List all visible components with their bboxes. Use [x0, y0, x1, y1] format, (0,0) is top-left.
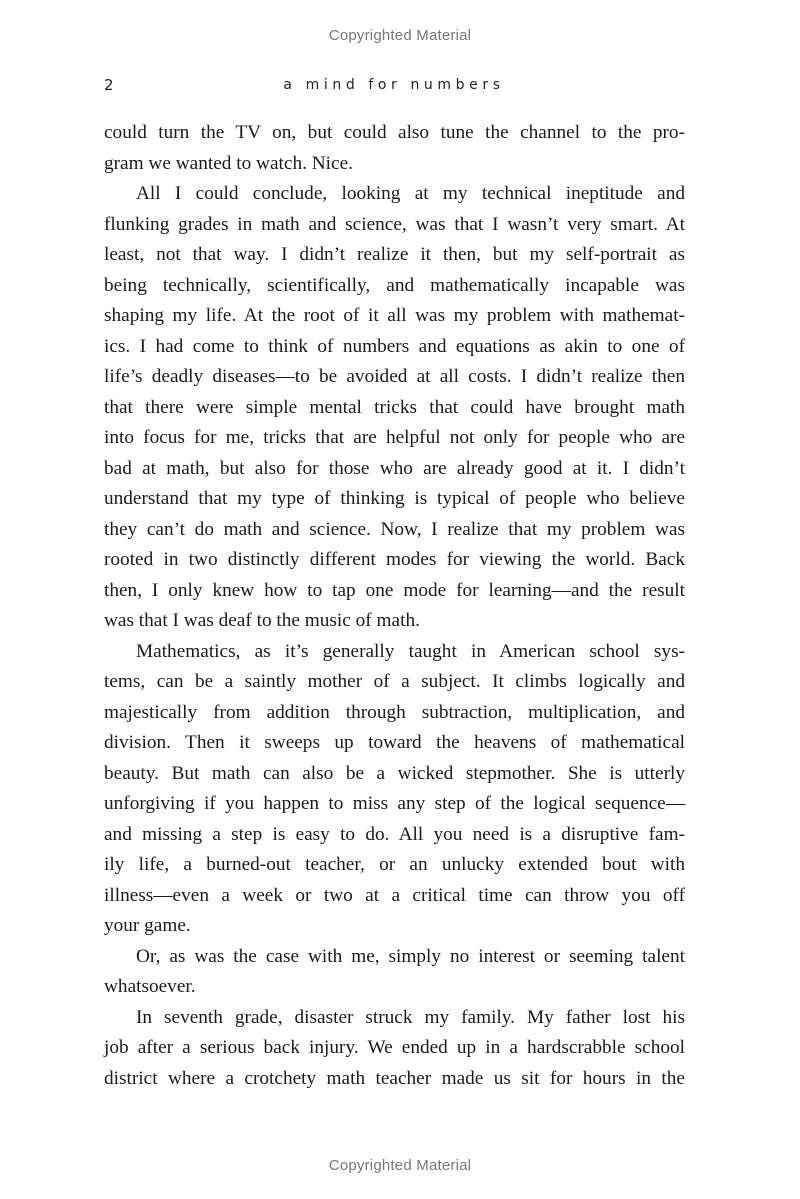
text-line: Or, as was the case with me, simply no interest or seeming talent	[136, 945, 685, 967]
text-line: could turn the TV on, but could also tune the channel to the pro-	[104, 122, 685, 143]
text-line: least, not that way. I didn’t realize it then, but my self-portrait as	[104, 244, 685, 265]
text-line: unforgiving if you happen to miss any step of the logical sequence—	[104, 793, 685, 814]
text-line: job after a serious back injury. We ended up in a hardscrabble school	[104, 1037, 685, 1058]
text-line: was that I was deaf to the music of math.	[104, 610, 420, 631]
text-line: In seventh grade, disaster struck my family. My father lost his	[136, 1006, 685, 1028]
text-line: into focus for me, tricks that are helpful not only for people who are	[104, 427, 685, 448]
text-line: and missing a step is easy to do. All you need is a disruptive fam-	[104, 823, 685, 845]
body-text	[104, 118, 685, 1094]
text-line: beauty. But math can also be a wicked stepmother. She is utterly	[104, 762, 685, 784]
text-line: illness—even a week or two at a critical time can throw you off	[104, 884, 685, 906]
text-line: understand that my type of thinking is typical of people who believe	[104, 488, 685, 509]
text-line: then, I only knew how to tap one mode for learning—and the result	[104, 579, 685, 601]
paragraph	[104, 637, 685, 942]
paragraph	[104, 1003, 685, 1095]
text-line: majestically from addition through subtraction, multiplication, and	[104, 701, 685, 723]
text-line: that there were simple mental tricks that could have brought math	[104, 396, 685, 418]
text-line: All I could conclude, looking at my technical ineptitude and	[136, 183, 685, 204]
copyright-watermark-bottom: Copyrighted Material	[328, 1157, 472, 1174]
text-line: life’s deadly diseases—to be avoided at all costs. I didn’t realize then	[104, 366, 685, 387]
text-line: they can’t do math and science. Now, I realize that my problem was	[104, 518, 685, 540]
text-line: being technically, scientifically, and mathematically incapable was	[104, 274, 685, 296]
text-line: gram we wanted to watch. Nice.	[104, 152, 353, 174]
paragraph	[104, 179, 685, 637]
text-line: district where a crotchety math teacher made us sit for hours in the	[104, 1067, 685, 1089]
paragraph	[104, 942, 685, 1003]
text-line: shaping my life. At the root of it all was my problem with mathemat-	[104, 305, 685, 326]
text-line: your game.	[104, 915, 191, 936]
text-line: ics. I had come to think of numbers and equations as akin to one of	[104, 335, 685, 357]
running-head	[104, 76, 684, 98]
text-line: rooted in two distinctly different modes for viewing the world. Back	[104, 549, 685, 570]
text-line: Mathematics, as it’s generally taught in American school sys-	[136, 640, 685, 662]
book-title: a mind for numbers	[283, 77, 505, 93]
text-line: division. Then it sweeps up toward the heavens of mathematical	[104, 732, 685, 753]
text-line: flunking grades in math and science, was that I wasn’t very smart. At	[104, 213, 685, 235]
text-line: whatsoever.	[104, 976, 196, 997]
copyright-watermark-top: Copyrighted Material	[328, 27, 472, 44]
paragraph	[104, 118, 685, 179]
text-line: bad at math, but also for those who are already good at it. I didn’t	[104, 457, 685, 479]
page-number: 2	[104, 76, 114, 94]
text-line: ily life, a burned-out teacher, or an unlucky extended bout with	[104, 854, 685, 875]
text-line: tems, can be a saintly mother of a subject. It climbs logically and	[104, 671, 685, 692]
